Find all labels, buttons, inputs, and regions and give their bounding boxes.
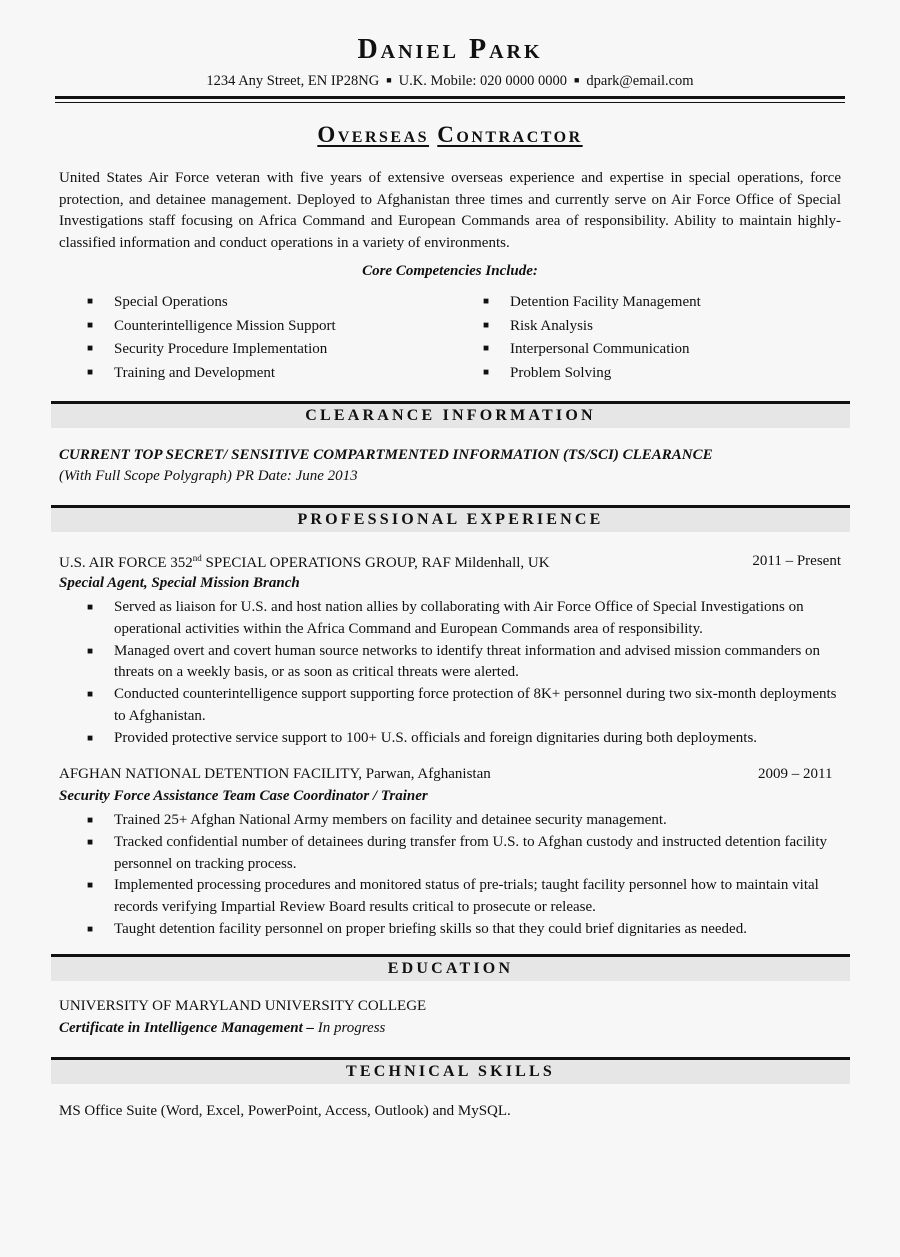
- square-bullet-icon: ■: [483, 343, 490, 355]
- list-item: ■ Taught detention facility personnel on proper briefing skills so that they could brief dignitaries as needed.: [87, 919, 847, 941]
- square-bullet-icon: ■: [87, 319, 94, 331]
- square-bullet-icon: ■: [483, 319, 490, 331]
- list-item: ■ Served as liaison for U.S. and host nation allies by collaborating with Air Force Office of Special Investigations on operational activities within the Africa Command and European Commands area of responsibility.: [87, 599, 804, 637]
- employment-dates: 2009 – 2011: [758, 766, 833, 782]
- resume-page: Daniel Park 1234 Any Street, EN IP28NG ■ U.K. Mobile: 020 0000 0000 ■ dpark@email.com Overseas Contractor United States Air Force veteran with five years of extensive overseas experience and expertise in special operations, force protection, and detainee management. Deployed to Afghanistan three times and currently serve on Air Force Office of Special Investigations staff focusing on Africa Command and European Commands area of responsibility. Ability to maintain highly-classified information and conduct operations in a variety of environments. Core Competencies Include: ■ Special Operations ■ Counterintelligence Mission Support ■ Security Procedure Implementation ■ Training and Development ■ Detention Facility Management ■ Risk Analysis ■ Interpersonal Communication ■ Problem Solving CLEARANCE INFORMATION CURRENT TOP SECRET/ SENSITIVE COMPARTMENTED INFORMATION (TS/SCI) CLEARANCE (With Full Scope Polygraph) PR Date: June 2013 PROFESSIONAL EXPERIENCE U.S. AIR FORCE 352nd SPECIAL OPERATIONS GROUP, RAF Mildenhall, UK 2011 – Present Special Agent, Special Mission Branch ■ Served as liaison for U.S. and host nation allies by collaborating with Air Force Office of Special Investigations on operational activities within the Africa Command and European Commands area of responsibility. ■ Managed overt and covert human source networks to identify threat information and advised mission commanders on threats on a weekly basis, or as soon as critical threats were alerted. ■ Conducted counterintelligence support supporting force protection of 8K+ personnel during two six-month deployments to Afghanistan. ■ Provided protective service support to 100+ U.S. officials and foreign dignitaries during both deployments. AFGHAN NATIONAL DETENTION FACILITY, Parwan, Afghanistan 2009 – 2011 Security Force Assistance Team Case Coordinator / Trainer ■ Trained 25+ Afghan National Army members on facility and detainee security management. ■ Tracked confidential number of detainees during transfer from U.S. to Afghan custody and instructed detention facility personnel on tracking process. ■ Implemented processing procedures and monitored status of pre-trials; taught facility personnel how to maintain vital records verifying Impartial Review Board results critical to prosecute or release. ■ Taught detention facility personnel on proper briefing skills so that they could brief dignitaries as needed. EDUCATION UNIVERSITY OF MARYLAND UNIVERSITY COLLEGE Certificate in Intelligence Management – In progress TECHNICAL SKILLS MS Office Suite (Word, Excel, PowerPoint, Access, Outlook) and MySQL.: [0, 0, 900, 1257]
- skills-text: MS Office Suite (Word, Excel, PowerPoint, Access, Outlook) and MySQL.: [59, 1103, 511, 1119]
- list-item: ■ Trained 25+ Afghan National Army members on facility and detainee security management.: [87, 810, 847, 832]
- school-name: UNIVERSITY OF MARYLAND UNIVERSITY COLLEGE: [59, 998, 427, 1014]
- square-separator-icon: ■: [573, 75, 580, 85]
- list-item: ■ Implemented processing procedures and monitored status of pre-trials; taught facility personnel how to maintain vital records verifying Impartial Review Board results critical to prosecute or release.: [87, 877, 819, 916]
- list-item: ■ Conducted counterintelligence support supporting force protection of 8K+ personnel during two six-month deployments to Afghanistan.: [87, 686, 837, 724]
- list-item: ■ Provided protective service support to 100+ U.S. officials and foreign dignitaries during both deployments.: [87, 728, 847, 750]
- candidate-name: Daniel Park: [357, 34, 543, 65]
- job-title-word-2: Contractor: [437, 122, 583, 147]
- competencies-heading: Core Competencies Include:: [362, 263, 538, 279]
- summary-paragraph: United States Air Force veteran with five years of extensive overseas experience and expertise in special operations, force protection, and detainee management. Deployed to Afghanistan three times and currently serve on Air Force Office of Special Investigations staff focusing on Africa Command and European Commands area of responsibility. Ability to maintain highly-classified information and conduct operations in a variety of environments.: [59, 170, 841, 251]
- job-role: Security Force Assistance Team Case Coordinator / Trainer: [59, 788, 428, 804]
- section-heading-education: EDUCATION: [51, 954, 850, 981]
- email-link[interactable]: dpark@email.com: [586, 73, 694, 89]
- target-job-title: [0, 122, 900, 148]
- job-role: Special Agent, Special Mission Branch: [59, 575, 300, 591]
- square-bullet-icon: ■: [87, 602, 94, 613]
- list-item: ■ Tracked confidential number of detainees during transfer from U.S. to Afghan custody and instructed detention facility personnel on tracking process.: [87, 833, 828, 872]
- section-heading-experience: PROFESSIONAL EXPERIENCE: [51, 505, 850, 532]
- phone: U.K. Mobile: 020 0000 0000: [398, 73, 567, 89]
- job-title-word-1: Overseas: [317, 122, 430, 147]
- square-bullet-icon: ■: [87, 367, 94, 379]
- employer-name: U.S. AIR FORCE 352nd SPECIAL OPERATIONS GROUP, RAF Mildenhall, UK: [59, 553, 550, 571]
- clearance-polygraph: (With Full Scope Polygraph) PR Date: June 2013: [59, 468, 358, 484]
- certificate: Certificate in Intelligence Management – In progress: [59, 1020, 386, 1036]
- square-bullet-icon: ■: [87, 296, 94, 307]
- employer-name: AFGHAN NATIONAL DETENTION FACILITY, Parwan, Afghanistan: [59, 766, 491, 782]
- square-bullet-icon: ■: [87, 689, 94, 701]
- square-bullet-icon: ■: [87, 645, 94, 657]
- square-bullet-icon: ■: [87, 923, 94, 935]
- section-heading-skills: TECHNICAL SKILLS: [51, 1057, 850, 1084]
- list-item: ■ Managed overt and covert human source networks to identify threat information and advised mission commanders on threats on a weekly basis, or as soon as critical threats were alerted.: [87, 642, 821, 681]
- header-divider-thin: [55, 102, 845, 103]
- square-bullet-icon: ■: [87, 880, 94, 892]
- header-divider-thick: [55, 96, 845, 99]
- job-bullets: [87, 810, 847, 941]
- employment-dates: 2011 – Present: [752, 553, 841, 569]
- address: 1234 Any Street, EN IP28NG: [206, 73, 380, 89]
- square-bullet-icon: ■: [87, 343, 94, 355]
- section-heading-clearance: CLEARANCE INFORMATION: [51, 401, 850, 428]
- square-bullet-icon: ■: [87, 732, 94, 744]
- square-bullet-icon: ■: [87, 815, 94, 826]
- square-bullet-icon: ■: [483, 367, 490, 379]
- square-separator-icon: ■: [386, 75, 392, 85]
- contact-line: [0, 73, 900, 90]
- clearance-level: CURRENT TOP SECRET/ SENSITIVE COMPARTMENTED INFORMATION (TS/SCI) CLEARANCE: [59, 447, 713, 463]
- square-bullet-icon: ■: [87, 836, 94, 848]
- certificate-status: In progress: [317, 1020, 386, 1036]
- job-bullets: [87, 597, 847, 750]
- square-bullet-icon: ■: [483, 296, 490, 307]
